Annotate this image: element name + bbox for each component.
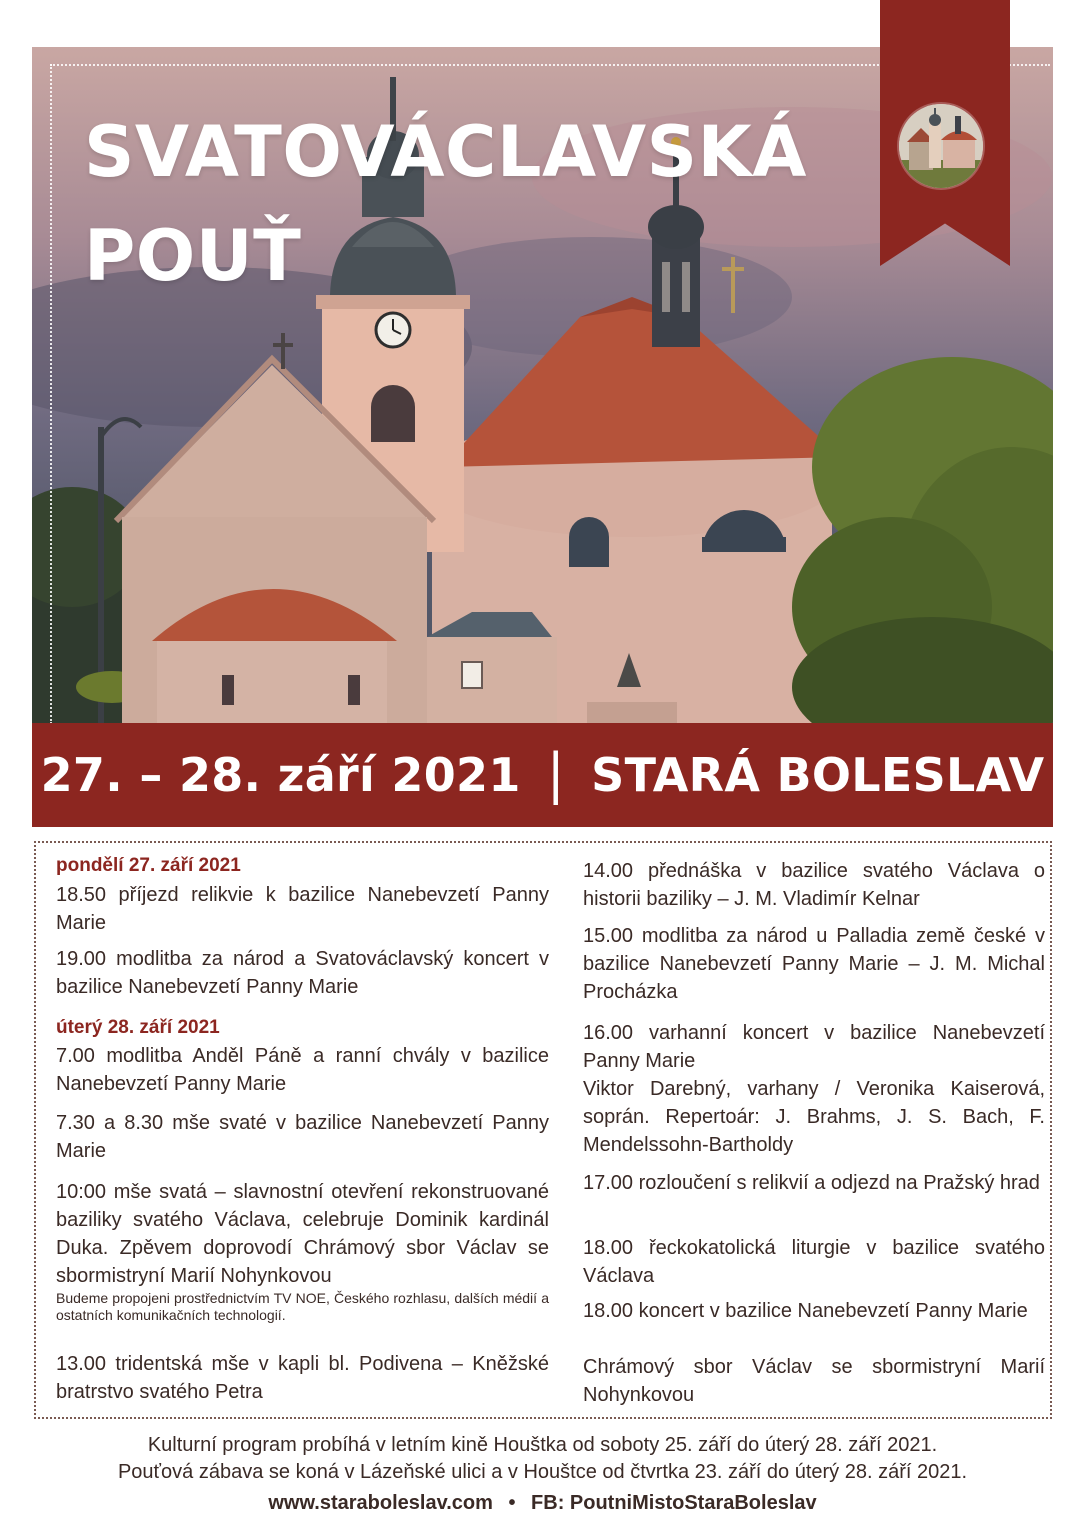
program-item: 13.00 tridentská mše v kapli bl. Podivena – Kněžské bratrstvo svatého Petra — [56, 1353, 549, 1403]
program-item: 15.00 modlitba za národ u Palladia země české v bazilice Nanebevzetí Panny Marie – J. M. Michal Procházka — [583, 925, 1045, 1003]
event-place: STARÁ BOLESLAV — [591, 748, 1045, 802]
day-heading-tuesday: úterý 28. září 2021 — [56, 1017, 220, 1038]
program-item: 18.00 koncert v bazilice Nanebevzetí Panny Marie — [583, 1300, 1028, 1322]
footer-line-1: Kulturní program probíhá v letním kině Houštka od soboty 25. září do úterý 28. září 2021. — [147, 1434, 938, 1456]
program-item: 14.00 přednáška v bazilice svatého Václava o historii baziliky – J. M. Vladimír Kelnar — [583, 860, 1045, 910]
program-item: 18.50 příjezd relikvie k bazilice Nanebevzetí Panny Marie — [56, 884, 549, 934]
event-title-line-1: SVATOVÁCLAVSKÁ — [84, 111, 807, 193]
program-item-detail: Viktor Darebný, varhany / Veronika Kaiserová, soprán. Repertoár: J. Brahms, J. S. Bach, F. Mendelssohn-Bartholdy — [583, 1078, 1045, 1156]
program-item: 18.00 řeckokatolická liturgie v bazilice svatého Václava — [583, 1237, 1045, 1287]
decorative-dotted-line-vertical — [50, 64, 52, 724]
date-place-banner — [32, 723, 1053, 827]
program-item: 16.00 varhanní koncert v bazilice Nanebevzetí Panny Marie — [583, 1022, 1045, 1072]
footer-line-2: Pouťová zábava se koná v Lázeňské ulici a v Houštce od čtvrtka 23. září do úterý 28. září 2021. — [117, 1461, 968, 1483]
program-item: 19.00 modlitba za národ a Svatováclavský koncert v bazilice Nanebevzetí Panny Marie — [56, 948, 549, 998]
program-item: 7.30 a 8.30 mše svaté v bazilice Nanebevzetí Panny Marie — [56, 1112, 549, 1162]
event-title — [84, 100, 807, 308]
basilica-medallion-drawing — [899, 104, 983, 188]
event-title-line-2: POUŤ — [84, 215, 302, 297]
event-dates: 27. – 28. září 2021 — [40, 748, 521, 802]
website-link[interactable]: www.staraboleslav.com — [268, 1492, 493, 1514]
day-heading-monday: pondělí 27. září 2021 — [56, 855, 241, 876]
broadcast-note: Budeme propojeni prostřednictvím TV NOE, Českého rozhlasu, dalších médií a ostatních komunikačních technologií. — [56, 1290, 549, 1323]
program-item: 7.00 modlitba Anděl Páně a ranní chvály v bazilice Nanebevzetí Panny Marie — [56, 1045, 549, 1095]
program-item: 17.00 rozloučení s relikvií a odjezd na Pražský hrad — [583, 1172, 1040, 1194]
facebook-link[interactable]: FB: PoutniMistoStaraBoleslav — [531, 1492, 817, 1514]
program-item-detail: Chrámový sbor Václav se sbormistryní Marií Nohynkovou — [583, 1356, 1045, 1406]
program-item: 10:00 mše svatá – slavnostní otevření rekonstruované baziliky svatého Václava, celebruje Dominik kardinál Duka. Zpěvem doprovodí Chrámový sbor Václav se sbormistryní Marií Nohynkovou — [56, 1181, 549, 1287]
bullet-separator: • — [508, 1492, 516, 1514]
program-box — [34, 841, 1052, 1419]
basilica-medallion-icon — [899, 104, 983, 188]
banner-separator: | — [546, 741, 566, 805]
contact-links — [0, 1492, 1085, 1515]
